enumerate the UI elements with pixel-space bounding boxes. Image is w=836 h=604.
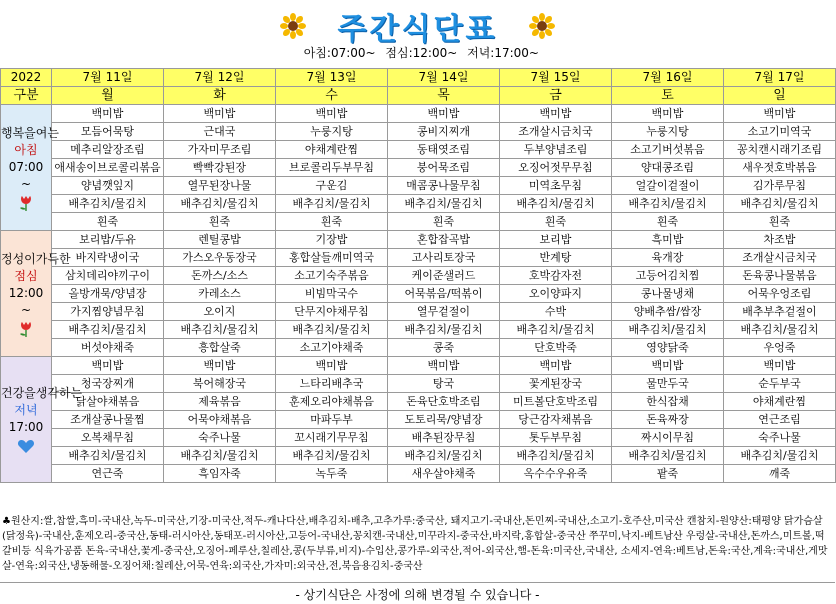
menu-cell: 백미밥 [164, 105, 276, 123]
menu-cell: 백미밥 [276, 357, 388, 375]
menu-cell: 고등어김치찜 [612, 267, 724, 285]
menu-cell: 한식잡채 [612, 393, 724, 411]
menu-cell: 배추김치/물김치 [612, 195, 724, 213]
menu-cell: 흥합살죽 [164, 339, 276, 357]
menu-cell: 배추김치/물김치 [276, 321, 388, 339]
menu-cell: 훈제오리야채볶음 [276, 393, 388, 411]
menu-cell: 백미밥 [612, 105, 724, 123]
menu-cell: 백미밥 [724, 105, 836, 123]
breakfast-row [1, 177, 836, 195]
menu-cell: 배추김치/물김치 [724, 195, 836, 213]
menu-cell: 보리밥/두유 [52, 231, 164, 249]
menu-cell: 육개장 [612, 249, 724, 267]
dinner-row [1, 357, 836, 375]
breakfast-row [1, 159, 836, 177]
dinner-row [1, 411, 836, 429]
menu-cell: 가자미무조림 [164, 141, 276, 159]
menu-cell: 빡빡강된장 [164, 159, 276, 177]
menu-cell: 배추김치/물김치 [388, 195, 500, 213]
menu-cell: 흑임자죽 [164, 465, 276, 483]
menu-cell: 백미밥 [164, 357, 276, 375]
heart-icon [17, 438, 35, 454]
menu-cell: 꽃게된장국 [500, 375, 612, 393]
menu-cell: 배추김치/물김치 [500, 447, 612, 465]
menu-cell: 흰죽 [388, 213, 500, 231]
menu-cell: 꼬시래기무무침 [276, 429, 388, 447]
menu-cell: 단호박죽 [500, 339, 612, 357]
menu-cell: 혼합잡곡밥 [388, 231, 500, 249]
menu-cell: 콩비지찌개 [388, 123, 500, 141]
menu-cell: 배추김치/물김치 [164, 321, 276, 339]
menu-cell: 누룽지탕 [276, 123, 388, 141]
menu-cell: 꽁치캔시래기조림 [724, 141, 836, 159]
menu-cell: 브로콜리두부무침 [276, 159, 388, 177]
menu-cell: 근대국 [164, 123, 276, 141]
menu-cell: 연근조림 [724, 411, 836, 429]
menu-cell: 배추김치/물김치 [724, 321, 836, 339]
menu-cell: 마파두부 [276, 411, 388, 429]
menu-cell: 백미밥 [388, 105, 500, 123]
menu-cell: 백미밥 [52, 105, 164, 123]
menu-cell: 흰죽 [276, 213, 388, 231]
menu-cell: 소고기버섯볶음 [612, 141, 724, 159]
menu-cell: 제육볶음 [164, 393, 276, 411]
menu-cell: 어묵야채볶음 [164, 411, 276, 429]
tulip-icon [17, 195, 35, 211]
lunch-row [1, 231, 836, 249]
menu-cell: 미트볼단호박조림 [500, 393, 612, 411]
meal-times [298, 44, 539, 61]
menu-cell: 매콤콩나물무침 [388, 177, 500, 195]
menu-cell: 양념깻잎지 [52, 177, 164, 195]
menu-cell: 배추김치/물김치 [500, 195, 612, 213]
date-cell: 7월 17일 [724, 69, 836, 87]
menu-cell: 소고기야채죽 [276, 339, 388, 357]
date-cell: 7월 11일 [52, 69, 164, 87]
weekday-cell: 토 [612, 87, 724, 105]
menu-cell: 돈까스/소스 [164, 267, 276, 285]
meal-label-text: 정성이가득한 [1, 251, 71, 266]
menu-cell: 렌틸콩밥 [164, 231, 276, 249]
meal-label-word: 점심 [14, 268, 38, 283]
menu-cell: 흑미밥 [612, 231, 724, 249]
menu-cell: 기장밥 [276, 231, 388, 249]
menu-cell: 메추리알장조림 [52, 141, 164, 159]
menu-cell: 어묵우엉조림 [724, 285, 836, 303]
menu-cell: 오이양파지 [500, 285, 612, 303]
notice: - 상기식단은 사정에 의해 변경될 수 있습니다 - [0, 582, 835, 603]
menu-cell: 당근감자채볶음 [500, 411, 612, 429]
date-cell: 7월 16일 [612, 69, 724, 87]
menu-cell: 탕국 [388, 375, 500, 393]
meal-label-text: 행복을여는 [1, 125, 59, 140]
weekday-cell: 화 [164, 87, 276, 105]
menu-cell: 열무겉절이 [388, 303, 500, 321]
meal-label-text: 건강을생각하는 [1, 386, 83, 400]
menu-cell: 짜시이무침 [612, 429, 724, 447]
menu-cell: 녹두죽 [276, 465, 388, 483]
date-cell: 7월 12일 [164, 69, 276, 87]
menu-cell: 옥수수우유죽 [500, 465, 612, 483]
dinner-row [1, 447, 836, 465]
weekday-cell: 월 [52, 87, 164, 105]
title-row [0, 4, 835, 48]
dinner-row [1, 465, 836, 483]
menu-cell: 김가루무침 [724, 177, 836, 195]
menu-cell: 배추김치/물김치 [388, 447, 500, 465]
menu-cell: 톳두부무침 [500, 429, 612, 447]
menu-cell: 배추부추겉절이 [724, 303, 836, 321]
menu-cell: 순두부국 [724, 375, 836, 393]
menu-cell: 홍합살들깨미역국 [276, 249, 388, 267]
header [0, 0, 835, 66]
menu-cell: 조개살시금치국 [500, 123, 612, 141]
menu-cell: 흰죽 [612, 213, 724, 231]
date-cell: 7월 15일 [500, 69, 612, 87]
lunch-row [1, 339, 836, 357]
menu-cell: 열무된장나물 [164, 177, 276, 195]
menu-cell: 돈육짜장 [612, 411, 724, 429]
meal-label-time: 12:00 [8, 285, 44, 300]
menu-cell: 어묵볶음/떡볶이 [388, 285, 500, 303]
menu-table-body [1, 69, 836, 483]
menu-cell: 느타리배추국 [276, 375, 388, 393]
menu-cell: 오징어젓무무침 [500, 159, 612, 177]
menu-cell: 청국장찌개 [52, 375, 164, 393]
menu-cell: 백미밥 [500, 105, 612, 123]
menu-cell: 조개살콩나물찜 [52, 411, 164, 429]
breakfast-row [1, 123, 836, 141]
meal-label-word: 아침 [14, 142, 38, 157]
menu-cell: 단무지야채무침 [276, 303, 388, 321]
breakfast-row [1, 213, 836, 231]
meal-label-time: 07:00 [8, 159, 44, 174]
dinner-row [1, 393, 836, 411]
lunch-row [1, 267, 836, 285]
menu-cell: 도토리묵/양념장 [388, 411, 500, 429]
menu-cell: 야채계란찜 [276, 141, 388, 159]
menu-cell: 삼치데리야끼구이 [52, 267, 164, 285]
menu-cell: 차조밥 [724, 231, 836, 249]
breakfast-row [1, 195, 836, 213]
menu-cell: 반계탕 [500, 249, 612, 267]
menu-cell: 야채계란찜 [724, 393, 836, 411]
menu-cell: 우엉죽 [724, 339, 836, 357]
menu-cell: 연근죽 [52, 465, 164, 483]
menu-cell: 호박감자전 [500, 267, 612, 285]
menu-cell: 돈육콩나물볶음 [724, 267, 836, 285]
menu-cell: 배추김치/물김치 [612, 447, 724, 465]
menu-cell: 흰죽 [500, 213, 612, 231]
meal-label-time: 17:00 [8, 420, 44, 434]
menu-cell: 깨죽 [724, 465, 836, 483]
menu-cell: 구운김 [276, 177, 388, 195]
menu-cell: 흰죽 [724, 213, 836, 231]
menu-cell: 백미밥 [612, 357, 724, 375]
menu-cell: 케이준샐러드 [388, 267, 500, 285]
menu-cell: 백미밥 [276, 105, 388, 123]
origin-note: ♣원산지:쌀,찹쌀,흑미-국내산,녹두-미국산,기장-미국산,적두-캐나다산,배추김치-배추,고추가루:중국산, 돼지고기-국내산,돈민찌-국내산,소고기-호주산,미국산 캔참치-원양산:태평양 닭가슴살(닭정육)-국내산,훈제오리-중국산,동태-러시아산,동태포-러시아산,고등어-국내산,꽁치캔-국내산,미꾸라지-중국산,바지락,홍합살-중국산 쭈꾸미,낙지-베트남산 우렁살-국내산,돈까스,미트볼,떡갈비등 식육가공품 돈육-국내산,꽃게-중국산,오징어-페루산,칠레산,콩(두부류,비지)-수입산,콩가루-외국산,적어-외국산,햄-돈육:미국산,국내산, 소세지-연육:베트남,돈육:국산,계육:국내산,게맛살-연육:외국산,냉동해물-오징어채:칠레산,어묵-연육:외국산,가자미:외국산,전,북음용김치-중국산 [2, 516, 828, 572]
menu-cell: 비빔막국수 [276, 285, 388, 303]
menu-cell: 돈육단호박조림 [388, 393, 500, 411]
lunch-row [1, 321, 836, 339]
menu-cell: 숙주나물 [724, 429, 836, 447]
sunflower-icon [280, 13, 306, 39]
page-title: 주간식단표 [337, 12, 498, 47]
year-cell: 2022 [1, 69, 52, 87]
menu-cell: 콩죽 [388, 339, 500, 357]
menu-cell: 새우살야채죽 [388, 465, 500, 483]
gubun-cell: 구분 [1, 87, 52, 105]
weekday-cell: 수 [276, 87, 388, 105]
dinner-row [1, 375, 836, 393]
menu-cell: 양대콩조림 [612, 159, 724, 177]
weekday-cell: 금 [500, 87, 612, 105]
menu-cell: 가스오우동장국 [164, 249, 276, 267]
menu-cell: 조개살시금치국 [724, 249, 836, 267]
menu-cell: 애새송이브로콜리볶음 [52, 159, 164, 177]
menu-cell: 올방개묵/양념장 [52, 285, 164, 303]
menu-cell: 수박 [500, 303, 612, 321]
menu-cell: 배추김치/물김치 [276, 195, 388, 213]
date-cell: 7월 14일 [388, 69, 500, 87]
menu-cell: 버섯야채죽 [52, 339, 164, 357]
dinner-time: 저녁:17:00~ [467, 46, 539, 60]
menu-cell: 백미밥 [500, 357, 612, 375]
menu-cell: 백미밥 [724, 357, 836, 375]
menu-cell: 배추김치/물김치 [164, 447, 276, 465]
meal-label-tilde: ~ [20, 176, 32, 191]
menu-cell: 두부양념조림 [500, 141, 612, 159]
menu-cell: 배추김치/물김치 [52, 447, 164, 465]
menu-cell: 양배추쌈/쌈장 [612, 303, 724, 321]
weekday-row [1, 87, 836, 105]
menu-cell: 누룽지탕 [612, 123, 724, 141]
date-cell: 7월 13일 [276, 69, 388, 87]
menu-cell: 오이지 [164, 303, 276, 321]
menu-cell: 배추김치/물김치 [52, 321, 164, 339]
menu-cell: 카레소스 [164, 285, 276, 303]
lunch-row [1, 285, 836, 303]
menu-cell: 새우젓호박볶음 [724, 159, 836, 177]
menu-cell: 영양닭죽 [612, 339, 724, 357]
menu-cell: 배추김치/물김치 [276, 447, 388, 465]
menu-cell: 숙주나물 [164, 429, 276, 447]
menu-cell: 배추김치/물김치 [164, 195, 276, 213]
menu-cell: 동태엿조림 [388, 141, 500, 159]
menu-cell: 배추김치/물김치 [500, 321, 612, 339]
menu-cell: 백미밥 [52, 357, 164, 375]
menu-cell: 오복채무침 [52, 429, 164, 447]
lunch-time: 점심:12:00~ [385, 46, 458, 60]
menu-cell: 소고기숙주볶음 [276, 267, 388, 285]
weekday-cell: 목 [388, 87, 500, 105]
lunch-label [1, 231, 71, 357]
menu-cell: 배추김치/물김치 [388, 321, 500, 339]
menu-cell: 바지락냉이국 [52, 249, 164, 267]
dinner-label [1, 357, 83, 483]
date-row [1, 69, 836, 87]
menu-cell: 보리밥 [500, 231, 612, 249]
menu-cell: 배추된장무침 [388, 429, 500, 447]
menu-cell: 닭살야채볶음 [52, 393, 164, 411]
menu-cell: 배추김치/물김치 [612, 321, 724, 339]
menu-cell: 붕어묵조림 [388, 159, 500, 177]
menu-cell: 고사리토장국 [388, 249, 500, 267]
breakfast-row [1, 105, 836, 123]
menu-table [0, 68, 836, 483]
tulip-icon [17, 321, 35, 337]
weekday-cell: 일 [724, 87, 836, 105]
breakfast-row [1, 141, 836, 159]
menu-cell: 북어해장국 [164, 375, 276, 393]
menu-cell: 백미밥 [388, 357, 500, 375]
menu-cell: 흰죽 [52, 213, 164, 231]
menu-cell: 흰죽 [164, 213, 276, 231]
menu-cell: 배추김치/물김치 [724, 447, 836, 465]
menu-cell: 물만두국 [612, 375, 724, 393]
breakfast-label [1, 105, 59, 231]
meal-label-tilde: ~ [20, 302, 32, 317]
menu-cell: 미역초무침 [500, 177, 612, 195]
menu-cell: 콩나물냉채 [612, 285, 724, 303]
menu-cell: 모듬어묵탕 [52, 123, 164, 141]
lunch-row [1, 249, 836, 267]
lunch-row [1, 303, 836, 321]
menu-cell: 가지찜양념무침 [52, 303, 164, 321]
breakfast-time: 아침:07:00~ [303, 46, 376, 60]
sunflower-icon [529, 13, 555, 39]
meal-label-word: 저녁 [14, 403, 38, 417]
menu-cell: 얼갈이겉절이 [612, 177, 724, 195]
menu-cell: 소고기미역국 [724, 123, 836, 141]
menu-cell: 배추김치/물김치 [52, 195, 164, 213]
menu-cell: 팥죽 [612, 465, 724, 483]
dinner-row [1, 429, 836, 447]
